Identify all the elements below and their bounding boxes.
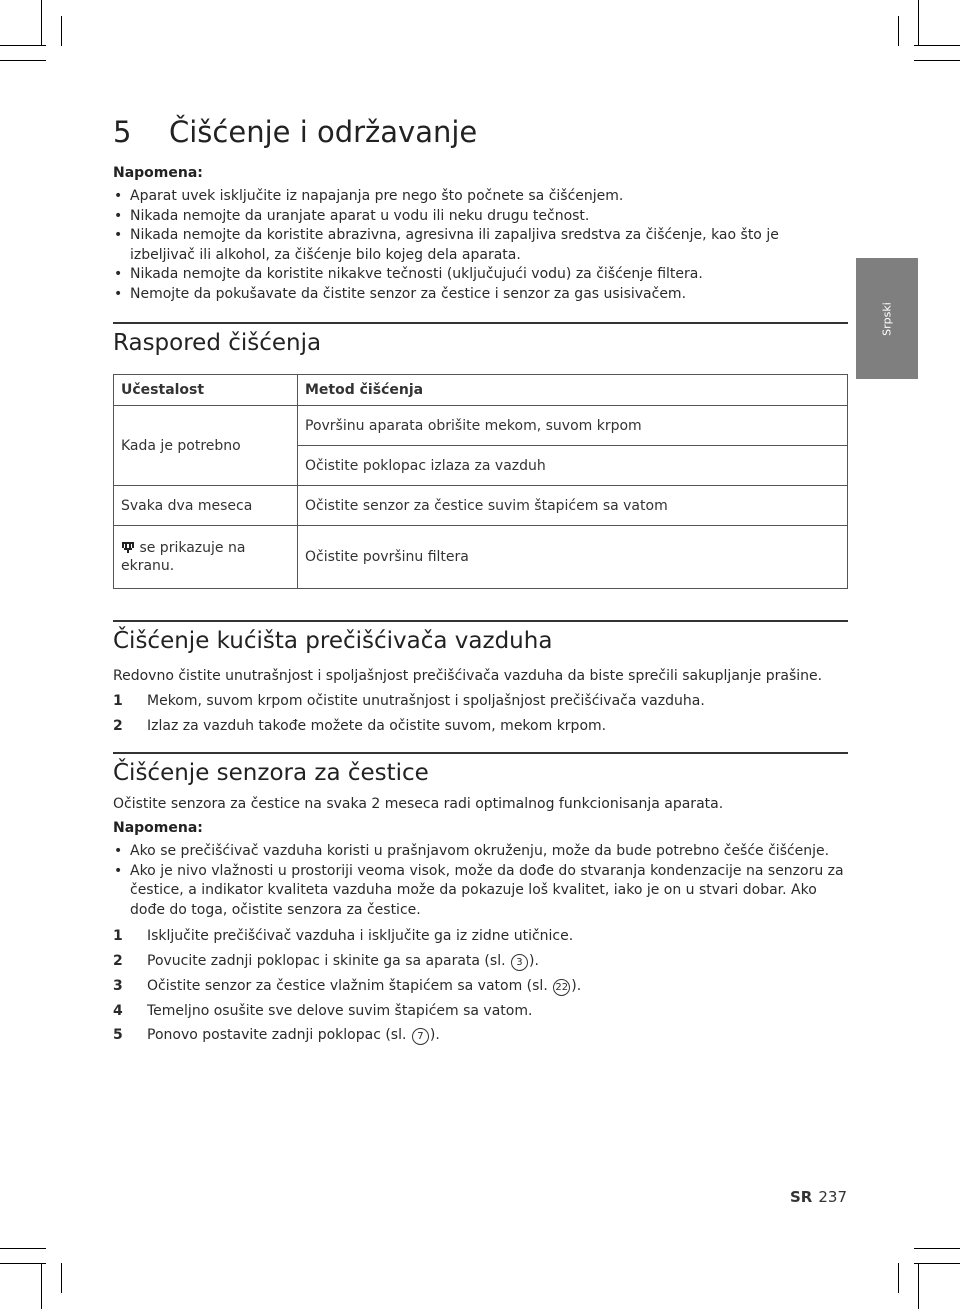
table-cell: Očistite površinu filtera bbox=[298, 526, 848, 589]
note-label: Napomena: bbox=[113, 820, 203, 837]
list-item: • Nemojte da pokušavate da čistite senzor za čestice i senzor za gas usisivačem. bbox=[113, 285, 848, 305]
figure-reference: 7 bbox=[412, 1028, 429, 1045]
crop-mark bbox=[914, 1248, 960, 1249]
list-item: 4 Temeljno osušite sve delove suvim štapićem sa vatom. bbox=[113, 999, 848, 1024]
step-text: Mekom, suvom krpom očistite unutrašnjost i spoljašnjost prečišćivača vazduha. bbox=[147, 693, 705, 709]
table-row bbox=[114, 526, 848, 589]
table-cell: Kada je potrebno bbox=[114, 406, 298, 486]
step-text: Očistite senzor za čestice vlažnim štapićem sa vatom (sl. bbox=[147, 977, 553, 994]
crop-mark bbox=[918, 1263, 919, 1309]
crop-mark bbox=[0, 45, 46, 46]
housing-intro: Redovno čistite unutrašnjost i spoljašnjost prečišćivača vazduha da biste sprečili sakupljanje prašine. bbox=[113, 668, 823, 684]
footer-language-code: SR bbox=[790, 1188, 813, 1206]
table-cell: Očistite poklopac izlaza za vazduh bbox=[298, 446, 848, 486]
crop-mark bbox=[41, 0, 42, 46]
table-row bbox=[114, 486, 848, 526]
table-cell bbox=[114, 526, 298, 589]
sensor-intro: Očistite senzora za čestice na svaka 2 meseca radi optimalnog funkcionisanja aparata. bbox=[113, 796, 724, 813]
table-header-cell: Učestalost bbox=[114, 375, 298, 406]
filter-icon bbox=[121, 541, 135, 558]
step-text: Izlaz za vazduh takođe možete da očistite suvom, mekom krpom. bbox=[147, 717, 607, 734]
table-header-cell: Metod čišćenja bbox=[298, 375, 848, 406]
language-side-tab-label: Srpski bbox=[880, 301, 894, 336]
step-text: Isključite prečišćivač vazduha i isključite ga iz zidne utičnice. bbox=[147, 928, 574, 945]
crop-mark bbox=[898, 1263, 899, 1293]
list-item: 5 Ponovo postavite zadnji poklopac (sl. 7 ). bbox=[113, 1027, 440, 1044]
step-text: Temeljno osušite sve delove suvim štapićem sa vatom. bbox=[147, 1002, 533, 1019]
list-item: • Ako se prečišćivač vazduha koristi u prašnjavom okruženju, može da bude potrebno češće čišćenje. bbox=[113, 842, 848, 862]
crop-mark bbox=[914, 45, 960, 46]
step-text-end: ). bbox=[528, 953, 539, 970]
step-text-end: ). bbox=[429, 1027, 440, 1044]
list-item: • Nikada nemojte da koristite nikakve tečnosti (uključujući vodu) za čišćenje filtera. bbox=[113, 265, 848, 285]
list-item: 1 Mekom, suvom krpom očistite unutrašnjost i spoljašnjost prečišćivača vazduha. bbox=[113, 689, 848, 714]
crop-mark bbox=[918, 0, 919, 46]
table-cell: Očistite senzor za čestice suvim štapićem sa vatom bbox=[298, 486, 848, 526]
section-title-schedule: Raspored čišćenja bbox=[113, 330, 322, 356]
crop-mark bbox=[41, 1263, 42, 1309]
housing-steps bbox=[113, 689, 848, 738]
language-side-tab bbox=[856, 258, 918, 379]
figure-reference: 3 bbox=[511, 954, 528, 971]
crop-mark bbox=[0, 1263, 46, 1264]
figure-reference: 22 bbox=[553, 979, 570, 996]
crop-mark bbox=[0, 1248, 46, 1249]
notes-list bbox=[113, 187, 848, 304]
table-row bbox=[114, 406, 848, 446]
chapter-number: 5 bbox=[113, 115, 132, 149]
step-text: Povucite zadnji poklopac i skinite ga sa aparata (sl. bbox=[147, 953, 510, 970]
chapter-title bbox=[113, 115, 848, 149]
list-item: 2 Povucite zadnji poklopac i skinite ga sa aparata (sl. 3 ). bbox=[113, 953, 539, 970]
list-item: • Nikada nemojte da koristite abrazivna, agresivna ili zapaljiva sredstva za čišćenje, kao što je izbeljivač ili alkohol, za čišćenje bilo kojeg dela aparata. bbox=[113, 226, 848, 265]
page-footer bbox=[760, 1188, 847, 1206]
table-cell-text: se prikazuje na ekranu. bbox=[121, 540, 246, 574]
step-text-end: ). bbox=[571, 977, 582, 994]
crop-mark bbox=[914, 60, 960, 61]
sensor-notes-list bbox=[113, 842, 848, 920]
sensor-steps bbox=[113, 924, 848, 1048]
crop-mark bbox=[61, 1263, 62, 1293]
step-text: Ponovo postavite zadnji poklopac (sl. bbox=[147, 1027, 411, 1044]
crop-mark bbox=[61, 16, 62, 46]
note-label: Napomena: bbox=[113, 165, 203, 181]
section-divider bbox=[113, 322, 848, 324]
table-cell: Površinu aparata obrišite mekom, suvom krpom bbox=[298, 406, 848, 446]
crop-mark bbox=[0, 60, 46, 61]
list-item: • Ako je nivo vlažnosti u prostoriji veoma visok, može da dođe do stvaranja kondenzacije na senzoru za čestice, a indikator kvaliteta vazduha može da pokazuje loš kvalitet, iako je on u stvari dobar. Ako dođe do toga, očistite senzora za čestice. bbox=[113, 862, 848, 921]
list-item: • Nikada nemojte da uranjate aparat u vodu ili neku drugu tečnost. bbox=[113, 207, 848, 227]
table-header-row bbox=[114, 375, 848, 406]
cleaning-schedule-table bbox=[113, 374, 848, 589]
section-title-housing: Čišćenje kućišta prečišćivača vazduha bbox=[113, 628, 553, 654]
section-divider bbox=[113, 620, 848, 622]
page-number: 237 bbox=[818, 1188, 847, 1206]
crop-mark bbox=[914, 1263, 960, 1264]
table-cell: Svaka dva meseca bbox=[114, 486, 298, 526]
section-divider bbox=[113, 752, 848, 754]
page-content bbox=[113, 115, 848, 1048]
list-item: 1 Isključite prečišćivač vazduha i isključite ga iz zidne utičnice. bbox=[113, 924, 848, 949]
crop-mark bbox=[898, 16, 899, 46]
chapter-title-text: Čišćenje i održavanje bbox=[169, 115, 478, 149]
list-item: • Aparat uvek isključite iz napajanja pre nego što počnete sa čišćenjem. bbox=[113, 187, 848, 207]
section-title-sensor: Čišćenje senzora za čestice bbox=[113, 760, 429, 787]
list-item: 3 Očistite senzor za čestice vlažnim štapićem sa vatom (sl. 22 ). bbox=[113, 977, 582, 994]
list-item: 2 Izlaz za vazduh takođe možete da očistite suvom, mekom krpom. bbox=[113, 714, 848, 739]
